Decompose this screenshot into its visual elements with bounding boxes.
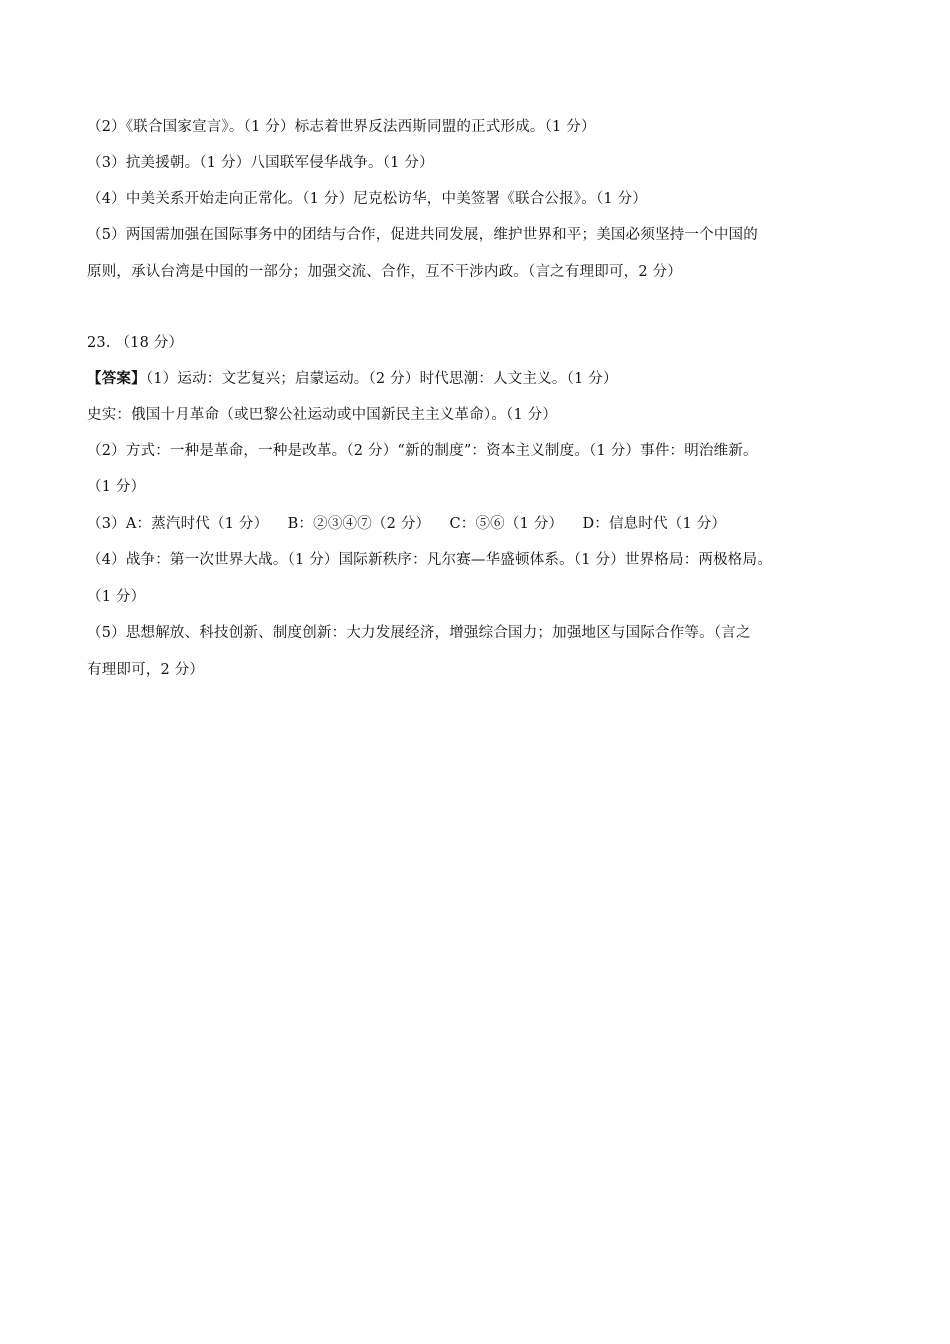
q23-header: 23. （18 分）	[87, 335, 184, 351]
q23-answer-3: （3）A：蒸汽时代（1 分） B：②③④⑦（2 分） C：⑤⑥（1 分） D：信息时代（1 分）	[87, 516, 727, 532]
q23-answer-1-line2: 史实：俄国十月革命（或巴黎公社运动或中国新民主主义革命）。（1 分）	[87, 407, 558, 423]
q23-answer-5-line1: （5）思想解放、科技创新、制度创新：大力发展经济，增强综合国力；加强地区与国际合作等。（言之	[87, 625, 751, 641]
q23-answer-2-line2: （1 分）	[87, 479, 146, 495]
q23-answer-1-text: （1）运动：文艺复兴；启蒙运动。（2 分）时代思潮：人文主义。（1 分）	[145, 371, 618, 387]
q22-answer-4: （4）中美关系开始走向正常化。（1 分）尼克松访华，中美签署《联合公报》。（1 分）	[87, 191, 648, 207]
q23-answer-5-line2: 有理即可，2 分）	[87, 662, 205, 678]
q22-answer-2: （2）《联合国家宣言》。（1 分）标志着世界反法西斯同盟的正式形成。（1 分）	[87, 119, 596, 135]
q23-answer-4-line2: （1 分）	[87, 589, 146, 605]
q23-answer-2-line1: （2）方式：一种是革命，一种是改革。（2 分）“新的制度”：资本主义制度。（1 分）事件：明治维新。	[87, 443, 758, 459]
q22-answer-5-line2: 原则，承认台湾是中国的一部分；加强交流、合作，互不干涉内政。（言之有理即可，2 分）	[87, 264, 682, 280]
q22-answer-3: （3）抗美援朝。（1 分）八国联军侵华战争。（1 分）	[87, 155, 434, 171]
q22-answer-5-line1: （5）两国需加强在国际事务中的团结与合作，促进共同发展，维护世界和平；美国必须坚持一个中国的	[87, 227, 758, 243]
answer-tag: 【答案】	[87, 370, 146, 387]
q23-answer-4-line1: （4）战争：第一次世界大战。（1 分）国际新秩序：凡尔赛—华盛顿体系。（1 分）世界格局：两极格局。	[87, 552, 772, 568]
q23-answer-1	[87, 369, 618, 389]
